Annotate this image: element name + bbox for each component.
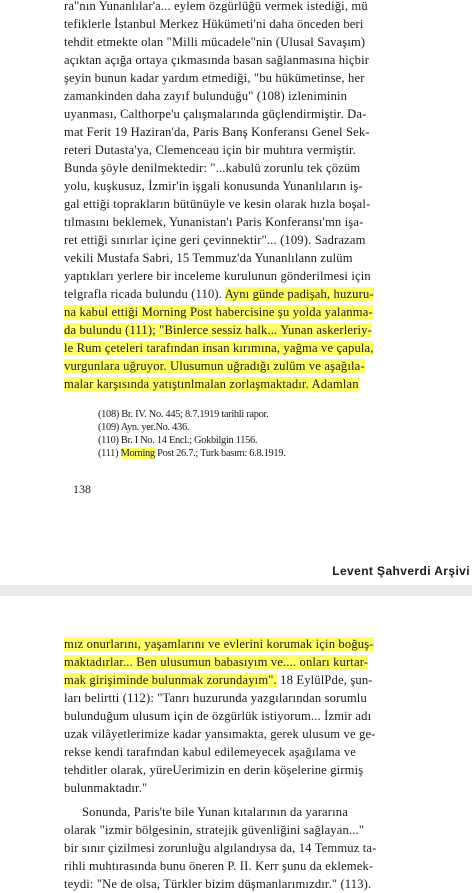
text-line: şeyin bunun kadar yardım etmediği, "bu hükümetinse, her: [64, 71, 365, 85]
page-number: 138: [73, 482, 91, 496]
archive-credit: Levent Şahverdi Arşivi: [332, 564, 470, 578]
text-segment: 18 EylülPde, şun-: [276, 673, 373, 687]
footnote-110: (110) Br. I No. 14 Encl.; Gokbilgin 1156.: [98, 435, 258, 446]
text-line: ra"nın Yunanlılar'a... eylem özgürlüğü vermek istediği, mü: [64, 0, 368, 13]
text-line: uyanması, Calthorpe'u çalışmalarında güçlendirmiştir. Da-: [64, 107, 367, 121]
text-segment: telgrafla ricada bulundu (110).: [64, 287, 223, 301]
text-line: rekse kendi tarafından kabul edilemeyecek aşağılama ve: [64, 745, 357, 759]
text-line: ret ettiği sınırlar içine geri çevinnektir"... (109). Sadrazam: [64, 233, 366, 247]
text-line: [64, 671, 412, 689]
text-line: teydi: "Ne de olsa, Türkler bizim düşmanlarımızdır." (113).: [64, 877, 372, 891]
highlighted-text: maktadırlar... Ben ulusumun babasıyım ve.... onları kurtar-: [64, 655, 369, 669]
text-line: mat Ferit 19 Haziran'da, Paris Banş Konferansı Genel Sek-: [64, 125, 370, 139]
text-line: [64, 635, 412, 653]
scanned-page-139: [0, 596, 472, 893]
highlighted-text: Aynı günde padişah, huzuru-: [224, 287, 374, 301]
text-line: Bunda şöyle denilmektedir: "...kabulü zorunlu tek çözüm: [64, 161, 361, 175]
text-line: tılmasını beklemek, Yunanistan'ı Paris Konferansı'mn işa-: [64, 215, 364, 229]
text-line: ları belirtti (112): "Tanrı huzurunda yazgılarından sorumlu: [64, 691, 367, 705]
text-line: uzak vilâyetlerimize kadar yansımakta, gerek ulusum ve ge-: [64, 727, 376, 741]
text-line: [64, 285, 412, 303]
text-line: tehdit etmekte olan "Milli mücadele"nin (Ulusal Savaşım): [64, 35, 366, 49]
footnote-number: (111): [98, 448, 119, 459]
text-line: [64, 339, 412, 357]
text-line: [64, 653, 412, 671]
highlighted-text: na kabul ettiği Morning Post habercisine şu yolda yalanma-: [64, 305, 373, 319]
footnote-text: Post 26.7.; Turk basım: 6.8.1919.: [154, 448, 286, 459]
footnote-108: (108) Br. IV. No. 445; 8.7.1919 tarihli rapor.: [98, 409, 269, 420]
text-line: yolu, kuşkusuz, İzmir'in işgali konusunda Yunanlıların iş-: [64, 179, 363, 193]
text-line: zamankinden daha zayıf bulunduğu" (108) izleniminin: [64, 89, 348, 103]
highlighted-text: vurgunlara uğruyor. Ulusumun uğradığı zulüm ve aşağıla-: [64, 359, 365, 373]
text-line: [64, 357, 412, 375]
text-line: [64, 375, 412, 393]
text-line: açıktan açığa ortaya çıkmasında basan sağlanmasına hiçbir: [64, 53, 370, 67]
text-line: tehditler olarak, yüreUerimizin en derin köşelerine girmiş: [64, 763, 364, 777]
footnote-111: [98, 447, 286, 460]
text-line: yaptıkları yerlere bir inceleme kurulunun gönderilmesi için: [64, 269, 371, 283]
text-line: reteri Dutasta'ya, Clemenceau için bir muhtıra vermiştir.: [64, 143, 356, 157]
highlighted-text: da bulundu (111); "Binlerce sessiz halk... Yunan askerleriy-: [64, 323, 372, 337]
text-line: vekili Mustafa Sabri, 15 Temmuz'da Yunanlılann zulüm: [64, 251, 353, 265]
text-line: gal ettiği toprakların bütünüyle ve kesin olarak hızla boşal-: [64, 197, 371, 211]
highlighted-text: Morning: [120, 448, 155, 459]
text-line: olarak "izmir bölgesinin, stratejik güvenliğini sağlayan...": [64, 823, 365, 837]
highlighted-text: malar karşısında yatıştınlmalan zorlaşmaktadır. Adamlan: [64, 377, 359, 391]
text-line: bir sınır çizilmesi zorunluğu algılandıysa da, 14 Temmuz ta-: [64, 841, 377, 855]
text-line: rihli muhtırasında bunu öneren P. II. Kerr şunu da eklemek-: [64, 859, 374, 873]
highlighted-text: mak girişiminde bulunmak zorundayım".: [64, 673, 277, 687]
text-line: Sonunda, Paris'te bile Yunan kıtalarının da yararına: [82, 805, 348, 819]
footnote-109: (109) Ayn. yer.No. 436.: [98, 422, 190, 433]
text-line: tefiklerle İstanbul Merkez Hükümeti'ni daha önceden beri: [64, 17, 364, 31]
text-line: [64, 321, 412, 339]
text-line: bulunduğum ulusum için de özgürlük istiyorum... İzmir adı: [64, 709, 372, 723]
highlighted-text: mız onurlarını, yaşamlarını ve evlerini korumak için boğuş-: [64, 637, 374, 651]
text-line: [64, 303, 412, 321]
highlighted-text: le Rum çeteleri tarafından insan kırımına, yağma ve çapula,: [64, 341, 374, 355]
text-line: bulunmaktadır.": [64, 781, 148, 795]
